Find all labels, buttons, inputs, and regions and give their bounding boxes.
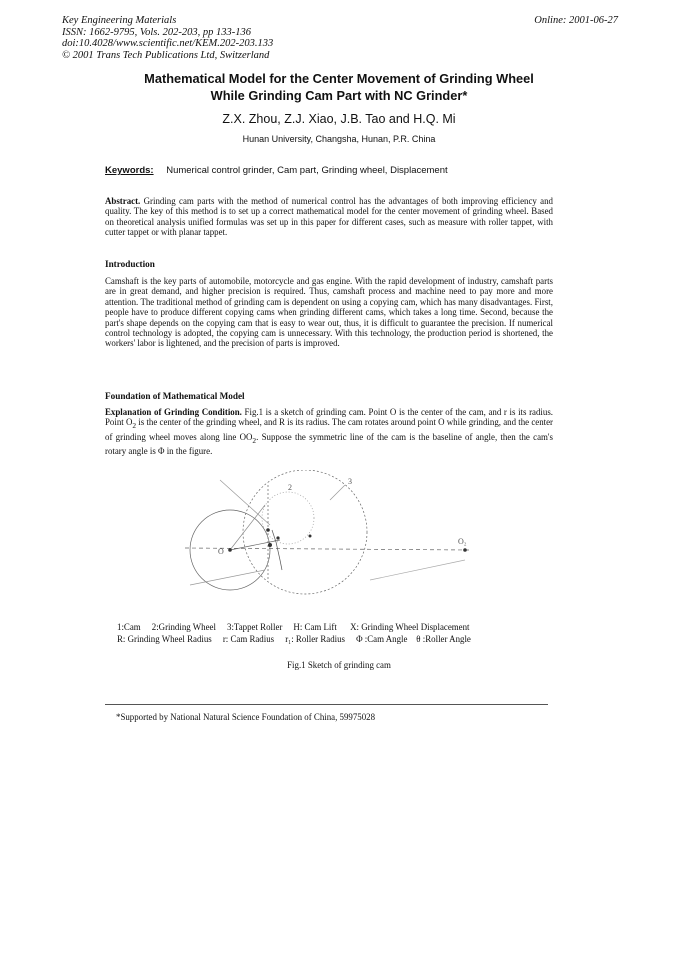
marker-4 <box>309 535 312 538</box>
subscript-2b: 2 <box>252 435 257 445</box>
label-o: O <box>218 547 224 556</box>
cam-center <box>228 548 232 552</box>
figure-legend-line-2: R: Grinding Wheel Radius r: Cam Radius r₁: Roller Radius Φ :Cam Angle θ :Roller Angle <box>117 634 471 644</box>
foundation-heading: Foundation of Mathematical Model <box>105 391 245 401</box>
figure-legend-line-1: 1:Cam 2:Grinding Wheel 3:Tappet Roller H: Cam Lift X: Grinding Wheel Displacement <box>117 622 470 632</box>
label-o2: O₂ <box>458 537 467 546</box>
marker-1 <box>266 528 270 532</box>
foundation-text-b: is the center of the grinding wheel, and R is its radius. The cam rotates around point O while grinding, and the center of grinding wheel moves along line OO <box>105 417 553 442</box>
tappet-roller-circle <box>262 492 314 544</box>
tappet-leader <box>330 485 345 500</box>
authors: Z.X. Zhou, Z.J. Xiao, J.B. Tao and H.Q. Mi <box>222 112 456 126</box>
copyright-line: © 2001 Trans Tech Publications Ltd, Switzerland <box>62 49 270 61</box>
footnote-divider <box>105 704 548 705</box>
center-line <box>185 548 470 550</box>
abstract-label: Abstract. <box>105 196 141 206</box>
subsection-label: Explanation of Grinding Condition. <box>105 407 242 417</box>
keywords-text: Numerical control grinder, Cam part, Grinding wheel, Displacement <box>166 165 448 176</box>
marker-3 <box>276 536 279 539</box>
abstract-text: Grinding cam parts with the method of numerical control has the advantages of both improving efficiency and quality. The key of this method is to set up a correct mathematical model for the center movement of grinding wheel. Based on theoretical analysis unified formulas was set up in this paper for different cases, such as measure with roller tappet, with cutter tappet or with planar tappet. <box>105 196 553 238</box>
grinding-wheel-circle <box>243 470 367 594</box>
foundation-text-a: Fig.1 is a sketch of grinding cam. Point O is the center of the cam, and r is its radius. Point O <box>105 407 553 428</box>
journal-header <box>62 15 618 61</box>
label-2: 2 <box>288 483 292 492</box>
cam-profile <box>272 530 282 570</box>
introduction-heading: Introduction <box>105 259 155 269</box>
keywords-label: Keywords: <box>105 165 154 176</box>
wheel-center <box>463 548 467 552</box>
footnote: *Supported by National Natural Science Foundation of China, 59975028 <box>116 712 376 722</box>
figure-caption: Fig.1 Sketch of grinding cam <box>287 660 391 670</box>
paper-title <box>0 70 678 104</box>
doi-line: doi:10.4028/www.scientific.net/KEM.202-203.133 <box>62 38 274 49</box>
issn-line: ISSN: 1662-9795, Vols. 202-203, pp 133-136 <box>62 26 251 38</box>
grinding-cam-sketch <box>170 470 490 605</box>
journal-name: Key Engineering Materials <box>62 15 177 26</box>
title-line-2: While Grinding Cam Part with NC Grinder* <box>210 88 468 103</box>
marker-2 <box>268 543 272 547</box>
introduction-text: Camshaft is the key parts of automobile, motorcycle and gas engine. With the rapid development of industry, camshaft parts are in great demand, and higher precision is required. Thus, camshaft process and machine need to pay more and more attention. The traditional method of grinding cam is dependent on using a copying cam, which has many disadvantages. First, people have to produce different copying cams when grinding different cams, which takes a long time. Second, because the part's shape depends on the copying cam that is easy to wear out, thus, it is difficult to guarantee the precision. If numerical control technology is adopted, the copying cam is unnecessary. With this technology, the production period is shortened, the workers' labor is lightened, and the precision of parts is improved. <box>105 276 553 349</box>
keywords <box>105 165 448 176</box>
foundation-text <box>105 407 553 456</box>
subscript-2a: 2 <box>132 421 137 431</box>
wheel-leader <box>370 560 465 580</box>
affiliation: Hunan University, Changsha, Hunan, P.R. China <box>242 134 436 144</box>
title-line-1: Mathematical Model for the Center Movement of Grinding Wheel <box>144 71 534 86</box>
online-date: Online: 2001-06-27 <box>534 15 618 26</box>
label-3: 3 <box>348 477 352 486</box>
foundation-text-c: . Suppose the symmetric line of the cam is the baseline of angle, then the cam's rotary angle is Φ in the figure. <box>105 431 553 456</box>
radius-line-a <box>230 505 265 550</box>
abstract <box>105 196 553 238</box>
